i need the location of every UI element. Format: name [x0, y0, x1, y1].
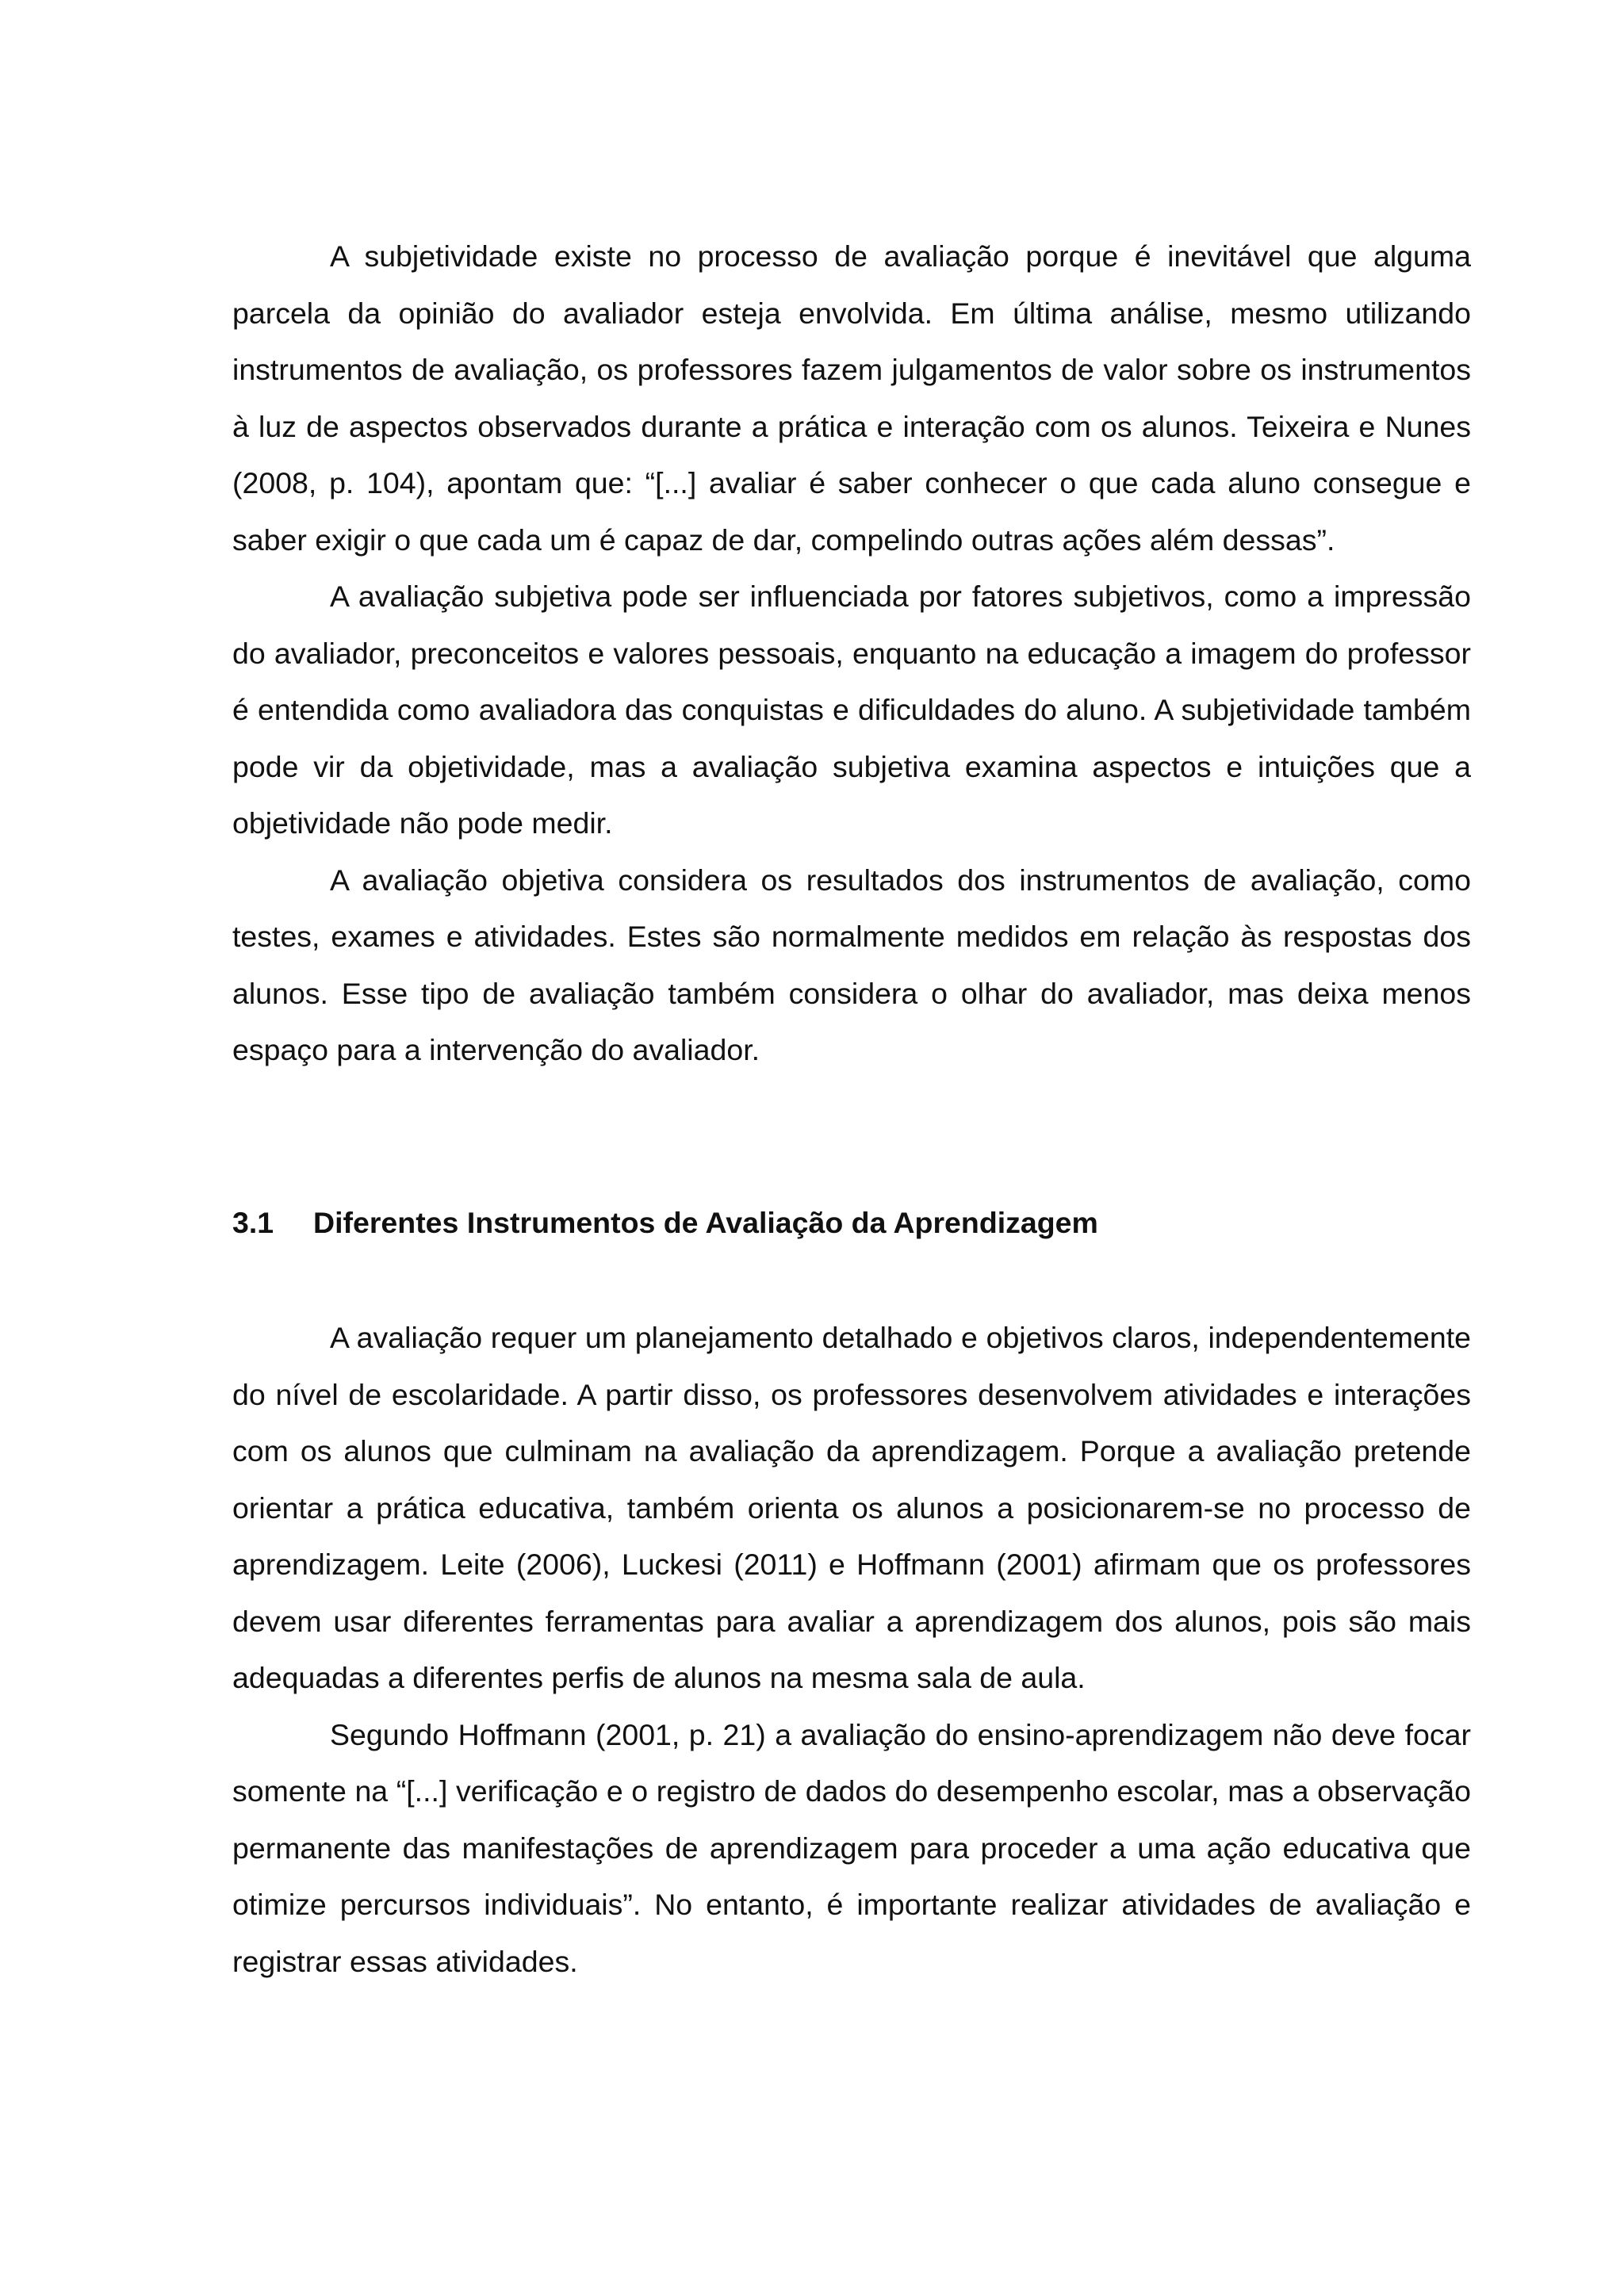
paragraph-avaliacao-objetiva: A avaliação objetiva considera os resultados dos instrumentos de avaliação, como testes, exames e atividades. Estes são normalmente medidos em relação às respostas dos alunos. Esse tipo de avaliação também considera o olhar do avaliador, mas deixa menos espaço para a intervenção do avaliador. — [232, 863, 1471, 1066]
paragraph-hoffmann: Segundo Hoffmann (2001, p. 21) a avaliação do ensino-aprendizagem não deve focar somente na “[...] verificação e o registro de dados do desempenho escolar, mas a observação permanente das manifestações de aprendizagem para proceder a uma ação educativa que otimize percursos individuais”. No entanto, é importante realizar atividades de avaliação e registrar essas atividades. — [232, 1717, 1471, 1978]
body-text-before-heading — [232, 228, 1471, 1079]
paragraph-avaliacao-subjetiva: A avaliação subjetiva pode ser influenciada por fatores subjetivos, como a impressão do avaliador, preconceitos e valores pessoais, enquanto na educação a imagem do professor é entendida como avaliadora das conquistas e dificuldades do aluno. A subjetividade também pode vir da objetividade, mas a avaliação subjetiva examina aspectos e intuições que a objetividade não pode medir. — [232, 580, 1471, 840]
body-text-after-heading — [232, 1310, 1471, 1990]
section-title: Diferentes Instrumentos de Avaliação da Aprendizagem — [313, 1206, 1098, 1239]
section-heading — [232, 1195, 1098, 1252]
paragraph-planejamento: A avaliação requer um planejamento detalhado e objetivos claros, independentemente do nível de escolaridade. A partir disso, os professores desenvolvem atividades e interações com os alunos que culminam na avaliação da aprendizagem. Porque a avaliação pretende orientar a prática educativa, também orienta os alunos a posicionarem-se no processo de aprendizagem. Leite (2006), Luckesi (2011) e Hoffmann (2001) afirmam que os professores devem usar diferentes ferramentas para avaliar a aprendizagem dos alunos, pois são mais adequadas a diferentes perfis de alunos na mesma sala de aula. — [232, 1321, 1471, 1694]
paragraph-subjetividade: A subjetividade existe no processo de avaliação porque é inevitável que alguma parcela da opinião do avaliador esteja envolvida. Em última análise, mesmo utilizando instrumentos de avaliação, os professores fazem julgamentos de valor sobre os instrumentos à luz de aspectos observados durante a prática e interação com os alunos. Teixeira e Nunes (2008, p. 104), apontam que: “[...] avaliar é saber conhecer o que cada aluno consegue e saber exigir o que cada um é capaz de dar, compelindo outras ações além dessas”. — [232, 239, 1471, 557]
section-number: 3.1 — [232, 1206, 274, 1239]
